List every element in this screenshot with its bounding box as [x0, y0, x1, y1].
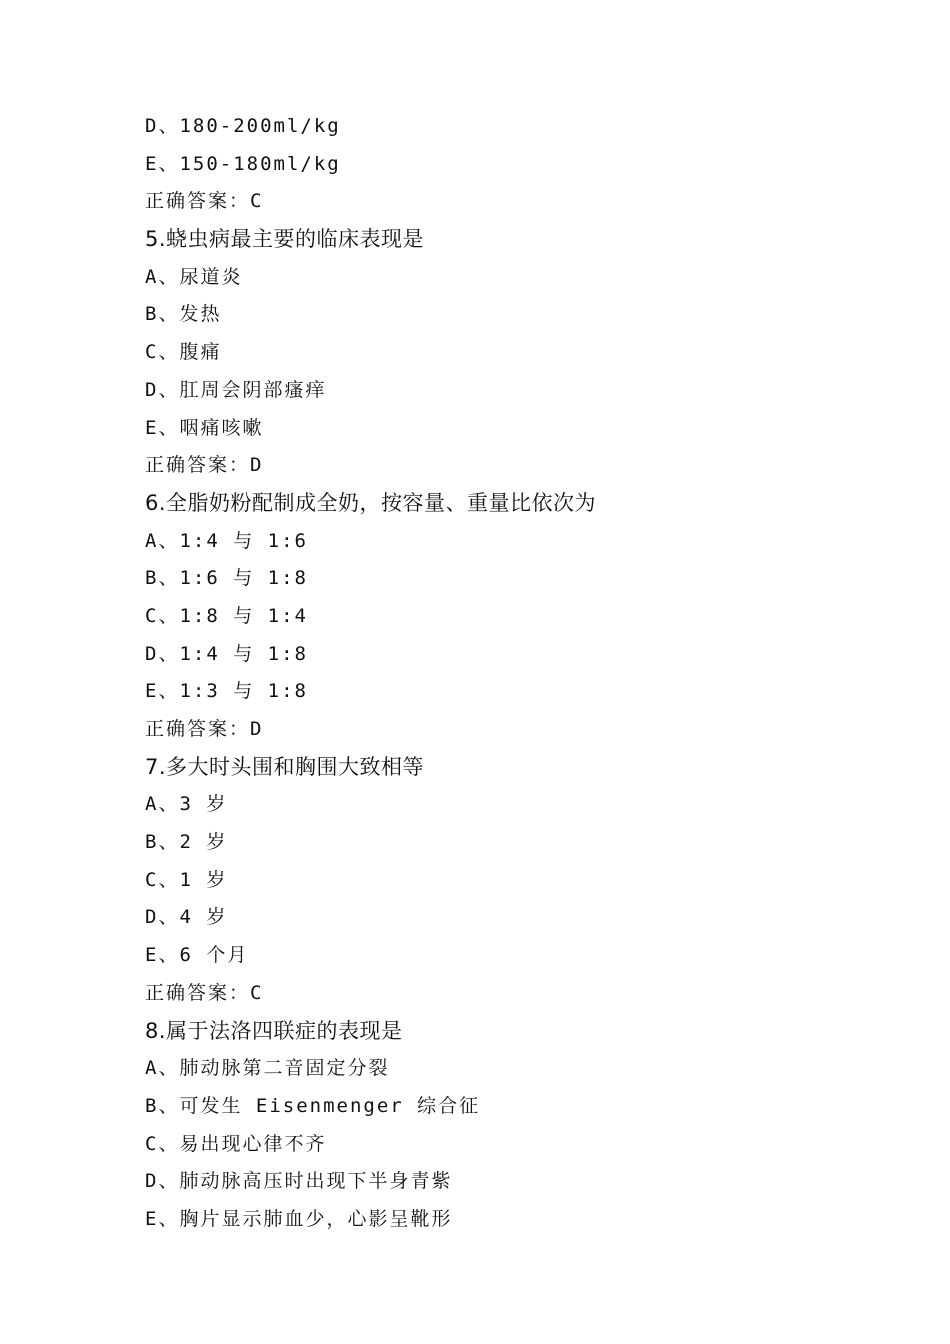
option-line: B、1:6 与 1:8: [145, 567, 308, 590]
option-line: E、咽痛咳嗽: [145, 416, 264, 439]
question-line: 7.多大时头围和胸围大致相等: [145, 754, 425, 779]
option-line: E、150-180ml/kg: [145, 152, 341, 175]
option-line: A、1:4 与 1:6: [145, 529, 308, 552]
option-line: D、180-200ml/kg: [145, 115, 341, 137]
option-line: D、肺动脉高压时出现下半身青紫: [145, 1170, 453, 1193]
answer-line: 正确答案：D: [145, 718, 264, 740]
option-line: C、腹痛: [145, 341, 222, 364]
option-line: C、易出现心律不齐: [145, 1132, 327, 1155]
option-line: D、4 岁: [145, 906, 228, 929]
option-line: B、2 岁: [145, 831, 228, 854]
answer-line: 正确答案：C: [145, 190, 264, 213]
option-line: E、6 个月: [145, 944, 249, 967]
answer-line: 正确答案：D: [145, 454, 264, 477]
option-line: C、1 岁: [145, 868, 228, 891]
option-line: C、1:8 与 1:4: [145, 604, 308, 627]
option-line: A、尿道炎: [145, 265, 243, 288]
option-line: E、胸片显示肺血少，心影呈靴形: [145, 1207, 453, 1230]
option-line: A、肺动脉第二音固定分裂: [145, 1057, 390, 1080]
option-line: D、1:4 与 1:8: [145, 642, 308, 665]
option-line: B、可发生 Eisenmenger 综合征: [145, 1094, 481, 1117]
question-line: 5.蛲虫病最主要的临床表现是: [145, 227, 425, 252]
option-line: A、3 岁: [145, 793, 228, 816]
question-line: 6.全脂奶粉配制成全奶，按容量、重量比依次为: [145, 490, 597, 515]
question-line: 8.属于法洛四联症的表现是: [145, 1018, 403, 1043]
option-line: B、发热: [145, 303, 222, 326]
document-page: [145, 108, 905, 1239]
option-line: E、1:3 与 1:8: [145, 680, 308, 703]
option-line: D、肛周会阴部瘙痒: [145, 378, 327, 401]
answer-line: 正确答案：C: [145, 981, 264, 1004]
